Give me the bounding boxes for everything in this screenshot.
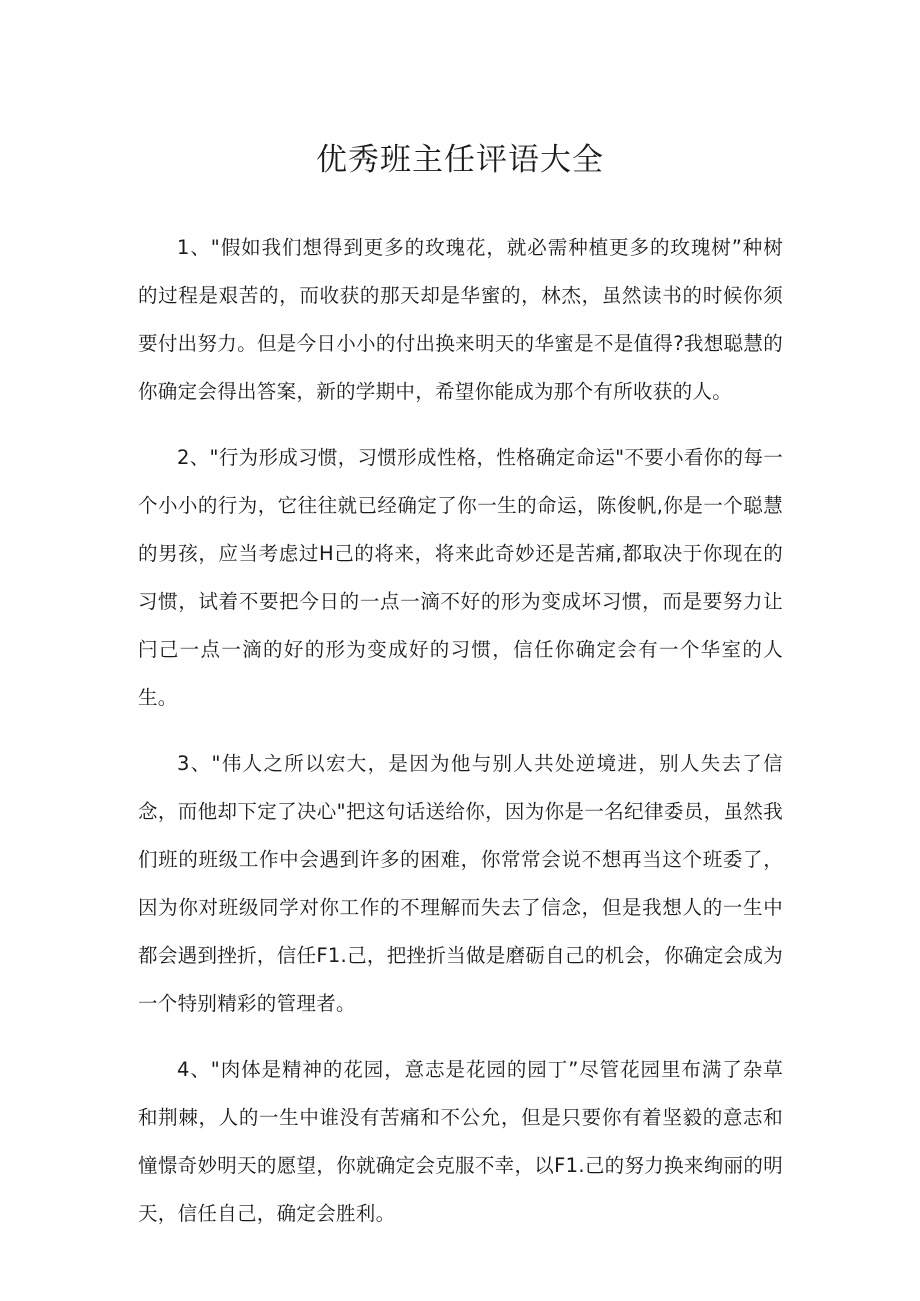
- document-body: [138, 224, 783, 1256]
- paragraph-4: 4、"肉体是精神的花园，意志是花园的园丁”尽管花园里布满了杂草和荆棘，人的一生中谁没有苦痛和不公允，但是只要你有着坚毅的意志和憧憬奇妙明天的愿望，你就确定会克服不幸，以F1.己的努力换来绚丽的明天，信任自己，确定会胜利。: [138, 1058, 783, 1225]
- paragraph-2: 2、"行为形成习惯，习惯形成性格，性格确定命运"不要小看你的每一个小小的行为，它往往就已经确定了你一生的命运，陈俊帆,你是一个聪慧的男孩，应当考虑过H己的将来，将来此奇妙还是苦痛,都取决于你现在的习惯，试着不要把今日的一点一滴不好的形为变成坏习惯，而是要努力让闩己一点一滴的好的形为变成好的习惯，信任你确定会有一个华室的人生。: [138, 446, 783, 709]
- paragraph-3: 3、"伟人之所以宏大，是因为他与别人共处逆境进，别人失去了信念，而他却下定了决心"把这句话送给你，因为你是一名纪律委员，虽然我们班的班级工作中会遇到许多的困难，你常常会说不想再当这个班委了，因为你对班级同学对你工作的不理解而失去了信念，但是我想人的一生中都会遇到挫折，信任F1.己，把挫折当做是磨砺自己的机会，你确定会成为一个特别精彩的管理者。: [138, 752, 783, 1015]
- page-title: 优秀班主任评语大全: [316, 142, 604, 178]
- paragraph-1: 1、"假如我们想得到更多的玫瑰花，就必需种植更多的玫瑰树”种树的过程是艰苦的，而收获的那天却是华蜜的，林杰，虽然读书的时候你须要付出努力。但是今日小小的付出换来明天的华蜜是不是值得?我想聪慧的你确定会得出答案，新的学期中，希望你能成为那个有所收获的人。: [138, 236, 783, 403]
